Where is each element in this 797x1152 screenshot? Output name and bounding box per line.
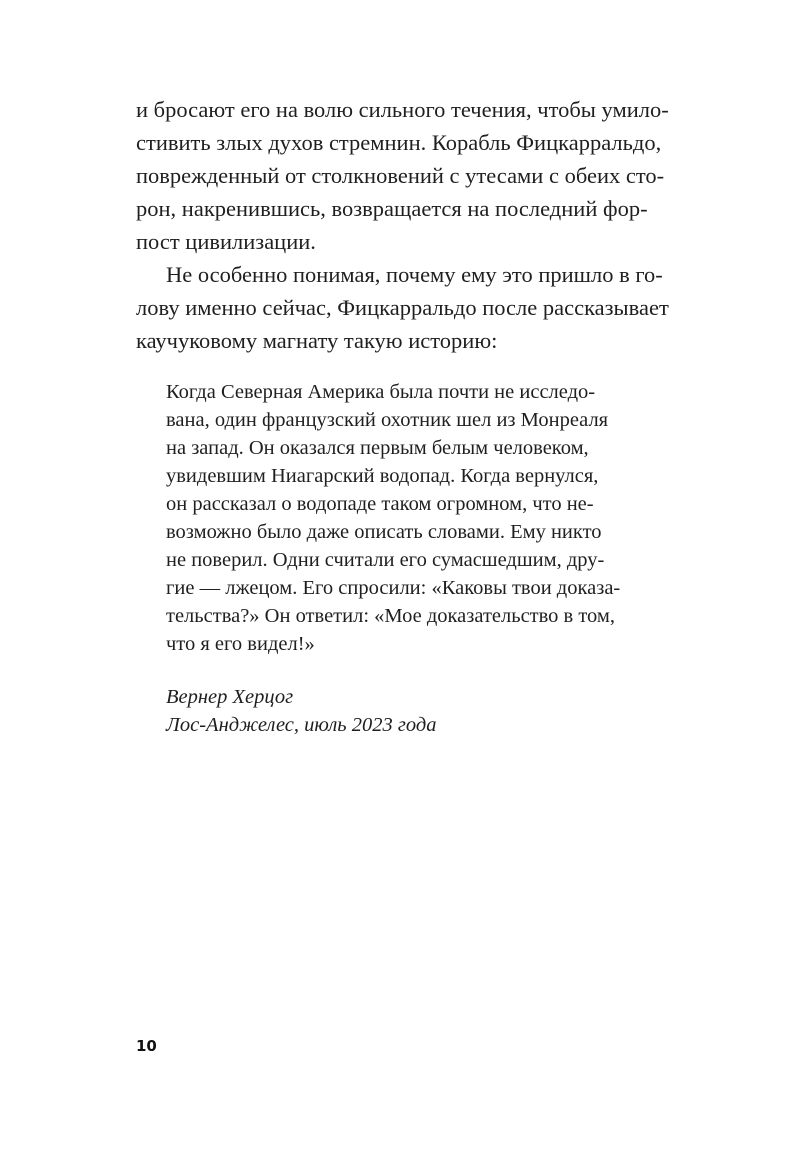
- quote-line-9: тельства?» Он ответил: «Мое доказательство в том,: [166, 605, 615, 627]
- quote-line-4: увидевшим Ниагарский водопад. Когда вернулся,: [166, 465, 599, 487]
- quote-line-5: он рассказал о водопаде таком огромном, что не-: [166, 493, 594, 515]
- paragraph-1-line-1: и бросают его на волю сильного течения, чтобы умило-: [136, 97, 669, 122]
- paragraph-2-line-1: Не особенно понимая, почему ему это пришло в го-: [166, 262, 663, 287]
- paragraph-2-line-3: каучуковому магнату такую историю:: [136, 328, 498, 353]
- paragraph-1-line-3: поврежденный от столкновений с утесами с обеих сто-: [136, 163, 665, 188]
- quote-line-8: гие — лжецом. Его спросили: «Каковы твои доказа-: [166, 577, 621, 599]
- quote-line-3: на запад. Он оказался первым белым человеком,: [166, 437, 589, 459]
- paragraph-2-line-2: лову именно сейчас, Фицкарральдо после рассказывает: [136, 295, 669, 320]
- paragraph-1-line-2: стивить злых духов стремнин. Корабль Фицкарральдо,: [136, 130, 662, 155]
- quote-line-6: возможно было даже описать словами. Ему никто: [166, 521, 602, 543]
- page-number: 10: [136, 1037, 157, 1055]
- signature-place-date: Лос-Анджелес, июль 2023 года: [166, 714, 437, 736]
- quote-line-1: Когда Северная Америка была почти не исследо-: [166, 381, 596, 403]
- quote-line-7: не поверил. Одни считали его сумасшедшим, дру-: [166, 549, 605, 571]
- paragraph-1-line-5: пост цивилизации.: [136, 229, 316, 254]
- quote-line-2: вана, один французский охотник шел из Монреаля: [166, 409, 609, 431]
- paragraph-1-line-4: рон, накренившись, возвращается на последний фор-: [136, 196, 648, 221]
- quote-line-10: что я его видел!»: [166, 633, 315, 655]
- signature-author: Вернер Херцог: [166, 686, 294, 708]
